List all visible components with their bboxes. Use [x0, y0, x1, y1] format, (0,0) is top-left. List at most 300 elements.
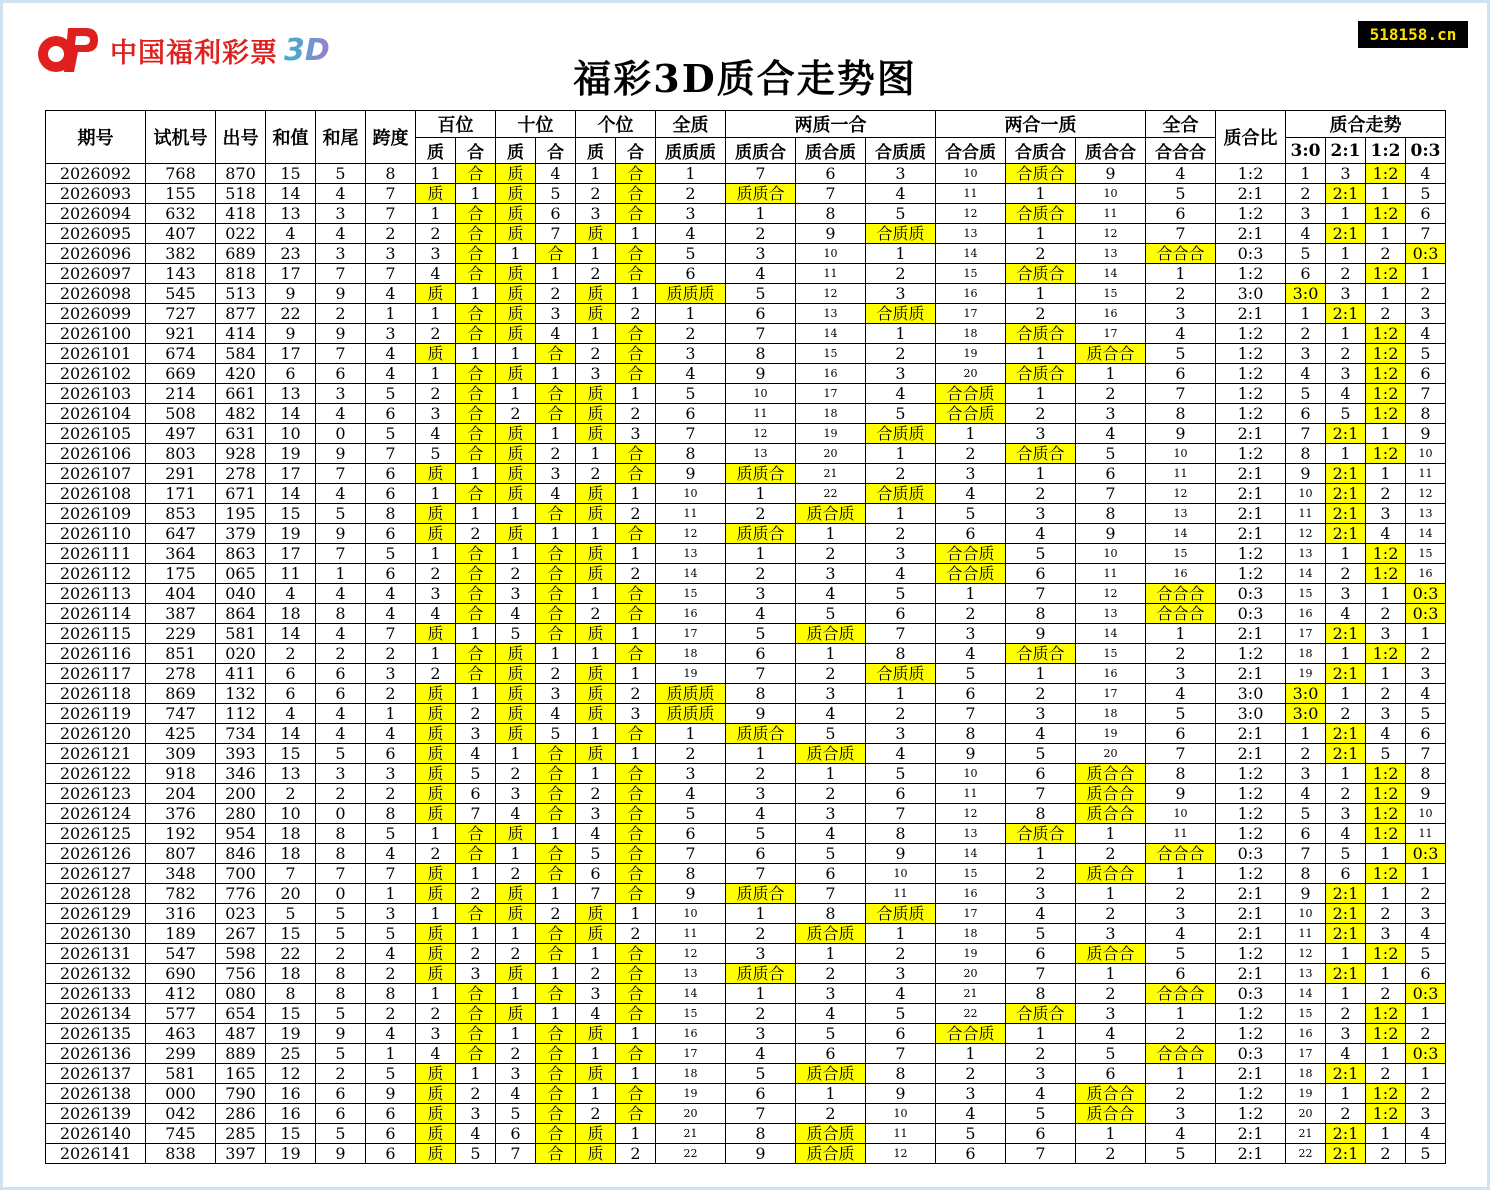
cell-cpp: 8 — [866, 824, 936, 844]
cell-ccc: 16 — [1146, 564, 1216, 584]
cell-tens-prime: 4 — [496, 604, 536, 624]
table-row — [46, 404, 1446, 424]
cell-units-prime: 质 — [576, 1124, 616, 1144]
cell-hundreds-prime: 质 — [416, 944, 456, 964]
cell-trend-3-0: 3 — [1286, 764, 1326, 784]
cell-trend-1-2: 2 — [1366, 1144, 1406, 1164]
cell-units-prime: 质 — [576, 544, 616, 564]
cell-ppp: 2 — [656, 744, 726, 764]
cell-pcc: 10 — [1076, 544, 1146, 564]
cell-hundreds-composite: 1 — [456, 684, 496, 704]
cell-test-number: 382 — [146, 244, 216, 264]
cell-sum: 19 — [266, 444, 316, 464]
cell-ccp: 5 — [936, 664, 1006, 684]
cell-period: 2026115 — [46, 624, 146, 644]
cell-ppp: 11 — [656, 504, 726, 524]
cell-units-prime: 5 — [576, 844, 616, 864]
cell-ratio: 1:2 — [1216, 404, 1286, 424]
cell-pcp: 6 — [796, 164, 866, 184]
cell-units-prime: 3 — [576, 804, 616, 824]
cell-ppp: 11 — [656, 924, 726, 944]
cell-ppc: 7 — [726, 864, 796, 884]
cell-trend-0-3: 4 — [1406, 1124, 1446, 1144]
cell-hundreds-composite: 合 — [456, 904, 496, 924]
cell-hundreds-prime: 1 — [416, 364, 456, 384]
cell-ccp: 5 — [936, 1124, 1006, 1144]
table-row — [46, 224, 1446, 244]
cell-ccc: 1 — [1146, 1004, 1216, 1024]
cell-ppp: 16 — [656, 604, 726, 624]
cell-cpp: 8 — [866, 644, 936, 664]
cell-trend-1-2: 1:2 — [1366, 864, 1406, 884]
table-row — [46, 484, 1446, 504]
cell-tens-prime: 2 — [496, 944, 536, 964]
cell-units-prime: 3 — [576, 984, 616, 1004]
cell-draw-number: 671 — [216, 484, 266, 504]
table-row — [46, 324, 1446, 344]
cell-trend-2-1: 3 — [1326, 584, 1366, 604]
cell-hundreds-composite: 合 — [456, 164, 496, 184]
cell-units-prime: 1 — [576, 764, 616, 784]
cell-draw-number: 954 — [216, 824, 266, 844]
cell-hundreds-composite: 1 — [456, 464, 496, 484]
cell-sum-tail: 6 — [316, 364, 366, 384]
cell-period: 2026133 — [46, 984, 146, 1004]
cell-tens-prime: 6 — [496, 1124, 536, 1144]
cell-draw-number: 022 — [216, 224, 266, 244]
cell-units-composite: 合 — [616, 644, 656, 664]
cell-units-prime: 质 — [576, 484, 616, 504]
cell-test-number: 463 — [146, 1024, 216, 1044]
cell-hundreds-prime: 4 — [416, 604, 456, 624]
cell-tens-composite: 1 — [536, 1004, 576, 1024]
cell-hundreds-composite: 合 — [456, 844, 496, 864]
cell-hundreds-composite: 7 — [456, 804, 496, 824]
cell-test-number: 851 — [146, 644, 216, 664]
cell-cpc: 4 — [1006, 904, 1076, 924]
cell-sum-tail: 9 — [316, 324, 366, 344]
cell-cpc: 4 — [1006, 1084, 1076, 1104]
cell-trend-2-1: 2 — [1326, 344, 1366, 364]
cell-trend-3-0: 1 — [1286, 304, 1326, 324]
cell-span: 4 — [366, 944, 416, 964]
cell-tens-prime: 质 — [496, 664, 536, 684]
cell-hundreds-prime: 质 — [416, 504, 456, 524]
cell-hundreds-prime: 1 — [416, 304, 456, 324]
cell-ppp: 8 — [656, 864, 726, 884]
sub-header: 合 — [616, 138, 656, 164]
cell-trend-3-0: 2 — [1286, 184, 1326, 204]
cell-hundreds-prime: 质 — [416, 744, 456, 764]
cell-trend-3-0: 1 — [1286, 724, 1326, 744]
cell-sum-tail: 3 — [316, 204, 366, 224]
cell-trend-0-3: 4 — [1406, 164, 1446, 184]
cell-ratio: 2:1 — [1216, 724, 1286, 744]
cell-trend-2-1: 2:1 — [1326, 304, 1366, 324]
cell-span: 1 — [366, 304, 416, 324]
cell-span: 8 — [366, 984, 416, 1004]
cell-ppc: 3 — [726, 584, 796, 604]
cell-sum: 15 — [266, 504, 316, 524]
cell-tens-composite: 合 — [536, 544, 576, 564]
cell-units-composite: 合 — [616, 844, 656, 864]
cell-period: 2026093 — [46, 184, 146, 204]
cell-ppp: 18 — [656, 644, 726, 664]
cell-pcp: 质合质 — [796, 924, 866, 944]
cell-draw-number: 581 — [216, 624, 266, 644]
cell-cpp: 4 — [866, 384, 936, 404]
cell-trend-0-3: 3 — [1406, 304, 1446, 324]
cell-tens-prime: 1 — [496, 1024, 536, 1044]
cell-period: 2026141 — [46, 1144, 146, 1164]
cell-ppp: 8 — [656, 444, 726, 464]
cell-units-composite: 1 — [616, 904, 656, 924]
cell-trend-2-1: 1 — [1326, 444, 1366, 464]
cell-ccc: 10 — [1146, 444, 1216, 464]
cell-tens-composite: 7 — [536, 224, 576, 244]
cell-period: 2026126 — [46, 844, 146, 864]
cell-draw-number: 846 — [216, 844, 266, 864]
cell-ppp: 16 — [656, 1024, 726, 1044]
cell-pcp: 10 — [796, 244, 866, 264]
cell-span: 7 — [366, 204, 416, 224]
cell-sum: 9 — [266, 324, 316, 344]
cell-ppp: 17 — [656, 624, 726, 644]
cell-sum: 13 — [266, 764, 316, 784]
cell-ratio: 2:1 — [1216, 1144, 1286, 1164]
cell-ccc: 1 — [1146, 864, 1216, 884]
cell-sum-tail: 2 — [316, 944, 366, 964]
cell-hundreds-composite: 合 — [456, 1044, 496, 1064]
cell-cpc: 合质合 — [1006, 204, 1076, 224]
cell-trend-0-3: 7 — [1406, 224, 1446, 244]
cell-tens-composite: 2 — [536, 444, 576, 464]
cell-period: 2026123 — [46, 784, 146, 804]
cell-ppp: 13 — [656, 964, 726, 984]
cell-period: 2026121 — [46, 744, 146, 764]
cell-ratio: 1:2 — [1216, 764, 1286, 784]
cell-tens-prime: 质 — [496, 264, 536, 284]
cell-units-composite: 合 — [616, 584, 656, 604]
cell-units-composite: 合 — [616, 964, 656, 984]
cell-ppp: 5 — [656, 244, 726, 264]
cell-cpp: 9 — [866, 844, 936, 864]
cell-trend-1-2: 1:2 — [1366, 404, 1406, 424]
cell-pcp: 质合质 — [796, 624, 866, 644]
cell-pcc: 16 — [1076, 304, 1146, 324]
cell-units-composite: 2 — [616, 684, 656, 704]
cell-tens-composite: 合 — [536, 924, 576, 944]
cell-pcp: 2 — [796, 664, 866, 684]
cell-sum: 18 — [266, 964, 316, 984]
cell-tens-prime: 1 — [496, 924, 536, 944]
cell-ratio: 0:3 — [1216, 584, 1286, 604]
cell-ppp: 5 — [656, 384, 726, 404]
cell-units-composite: 1 — [616, 1124, 656, 1144]
cell-sum: 17 — [266, 544, 316, 564]
cell-sum-tail: 4 — [316, 484, 366, 504]
cell-ccp: 14 — [936, 244, 1006, 264]
cell-pcp: 1 — [796, 644, 866, 664]
cell-trend-1-2: 1:2 — [1366, 804, 1406, 824]
cell-test-number: 508 — [146, 404, 216, 424]
cell-cpp: 7 — [866, 804, 936, 824]
cell-tens-prime: 质 — [496, 304, 536, 324]
cell-tens-prime: 质 — [496, 444, 536, 464]
cell-cpc: 合质合 — [1006, 824, 1076, 844]
cell-sum-tail: 4 — [316, 404, 366, 424]
cell-trend-2-1: 2:1 — [1326, 224, 1366, 244]
cell-cpc: 4 — [1006, 524, 1076, 544]
cell-sum: 10 — [266, 424, 316, 444]
cell-trend-3-0: 4 — [1286, 224, 1326, 244]
cell-cpp: 3 — [866, 964, 936, 984]
cell-draw-number: 040 — [216, 584, 266, 604]
cell-test-number: 745 — [146, 1124, 216, 1144]
cell-pcc: 15 — [1076, 644, 1146, 664]
cell-pcc: 质合合 — [1076, 1084, 1146, 1104]
cell-tens-composite: 1 — [536, 884, 576, 904]
cell-trend-2-1: 3 — [1326, 804, 1366, 824]
cell-ppc: 8 — [726, 1124, 796, 1144]
table-row — [46, 584, 1446, 604]
cell-ratio: 2:1 — [1216, 1124, 1286, 1144]
cell-trend-1-2: 1:2 — [1366, 644, 1406, 664]
cell-pcc: 质合合 — [1076, 804, 1146, 824]
cell-hundreds-prime: 质 — [416, 804, 456, 824]
cell-test-number: 803 — [146, 444, 216, 464]
cell-ppp: 质质质 — [656, 284, 726, 304]
cell-sum-tail: 3 — [316, 384, 366, 404]
cell-pcp: 14 — [796, 324, 866, 344]
table-row — [46, 444, 1446, 464]
cell-cpp: 3 — [866, 284, 936, 304]
cell-hundreds-prime: 2 — [416, 1004, 456, 1024]
cell-ccc: 3 — [1146, 304, 1216, 324]
cell-cpc: 1 — [1006, 844, 1076, 864]
cell-hundreds-prime: 1 — [416, 544, 456, 564]
cell-draw-number: 195 — [216, 504, 266, 524]
cell-sum-tail: 0 — [316, 424, 366, 444]
cell-pcc: 3 — [1076, 404, 1146, 424]
cell-hundreds-prime: 质 — [416, 864, 456, 884]
sub-header: 3:0 — [1286, 138, 1326, 164]
cell-units-prime: 3 — [576, 204, 616, 224]
cell-pcp: 19 — [796, 424, 866, 444]
cell-ccc: 7 — [1146, 744, 1216, 764]
cell-pcc: 3 — [1076, 1004, 1146, 1024]
cell-draw-number: 631 — [216, 424, 266, 444]
cell-units-prime: 质 — [576, 424, 616, 444]
cell-period: 2026111 — [46, 544, 146, 564]
cell-ppc: 7 — [726, 664, 796, 684]
cell-ccc: 4 — [1146, 684, 1216, 704]
cell-units-composite: 合 — [616, 604, 656, 624]
cell-trend-0-3: 3 — [1406, 904, 1446, 924]
cell-trend-2-1: 2 — [1326, 1104, 1366, 1124]
cell-hundreds-prime: 质 — [416, 884, 456, 904]
cell-ratio: 0:3 — [1216, 1044, 1286, 1064]
cell-pcc: 16 — [1076, 664, 1146, 684]
table-row — [46, 1144, 1446, 1164]
cell-tens-composite: 3 — [536, 464, 576, 484]
cell-test-number: 647 — [146, 524, 216, 544]
cell-trend-1-2: 1:2 — [1366, 1004, 1406, 1024]
cell-tens-composite: 2 — [536, 284, 576, 304]
cell-ppp: 4 — [656, 224, 726, 244]
cell-ppp: 21 — [656, 1124, 726, 1144]
cell-sum: 15 — [266, 1124, 316, 1144]
cell-sum-tail: 8 — [316, 984, 366, 1004]
cell-cpc: 5 — [1006, 744, 1076, 764]
cell-hundreds-composite: 2 — [456, 944, 496, 964]
cell-ppc: 1 — [726, 484, 796, 504]
cell-tens-prime: 5 — [496, 1104, 536, 1124]
cell-trend-0-3: 5 — [1406, 1144, 1446, 1164]
cell-cpp: 9 — [866, 1084, 936, 1104]
cell-trend-0-3: 6 — [1406, 364, 1446, 384]
cell-ppp: 5 — [656, 804, 726, 824]
cell-period: 2026135 — [46, 1024, 146, 1044]
cell-period: 2026098 — [46, 284, 146, 304]
cell-ccc: 4 — [1146, 1124, 1216, 1144]
cell-period: 2026100 — [46, 324, 146, 344]
cell-pcp: 7 — [796, 884, 866, 904]
cell-draw-number: 518 — [216, 184, 266, 204]
cell-tens-composite: 合 — [536, 744, 576, 764]
cell-tens-composite: 6 — [536, 204, 576, 224]
cell-tens-prime: 2 — [496, 864, 536, 884]
cell-trend-1-2: 1:2 — [1366, 364, 1406, 384]
cell-pcc: 1 — [1076, 824, 1146, 844]
cell-trend-0-3: 0:3 — [1406, 244, 1446, 264]
cell-trend-1-2: 1 — [1366, 184, 1406, 204]
cell-trend-2-1: 1 — [1326, 684, 1366, 704]
cell-hundreds-composite: 合 — [456, 1024, 496, 1044]
cell-trend-0-3: 0:3 — [1406, 1044, 1446, 1064]
cell-trend-2-1: 2:1 — [1326, 184, 1366, 204]
cell-ratio: 1:2 — [1216, 164, 1286, 184]
cell-test-number: 747 — [146, 704, 216, 724]
cell-cpc: 合质合 — [1006, 364, 1076, 384]
sub-header: 合合合 — [1146, 138, 1216, 164]
cell-trend-1-2: 2 — [1366, 304, 1406, 324]
cell-sum: 20 — [266, 884, 316, 904]
cell-ratio: 2:1 — [1216, 304, 1286, 324]
cell-trend-1-2: 1:2 — [1366, 384, 1406, 404]
cell-test-number: 404 — [146, 584, 216, 604]
cell-hundreds-composite: 合 — [456, 544, 496, 564]
cell-ccc: 2 — [1146, 1024, 1216, 1044]
cell-pcc: 8 — [1076, 504, 1146, 524]
cell-trend-3-0: 6 — [1286, 404, 1326, 424]
cell-ppc: 1 — [726, 904, 796, 924]
cell-ccc: 合合合 — [1146, 584, 1216, 604]
cell-draw-number: 756 — [216, 964, 266, 984]
cell-tens-prime: 质 — [496, 524, 536, 544]
cell-ccp: 13 — [936, 824, 1006, 844]
cell-trend-2-1: 5 — [1326, 404, 1366, 424]
cell-units-composite: 合 — [616, 1044, 656, 1064]
cell-trend-2-1: 3 — [1326, 1024, 1366, 1044]
cell-tens-composite: 1 — [536, 964, 576, 984]
cell-trend-1-2: 1 — [1366, 1044, 1406, 1064]
cell-cpc: 5 — [1006, 924, 1076, 944]
cell-trend-3-0: 6 — [1286, 264, 1326, 284]
cell-tens-composite: 合 — [536, 624, 576, 644]
cell-tens-prime: 质 — [496, 364, 536, 384]
cell-span: 5 — [366, 384, 416, 404]
cell-period: 2026106 — [46, 444, 146, 464]
cell-trend-1-2: 1 — [1366, 964, 1406, 984]
cell-tens-prime: 质 — [496, 424, 536, 444]
cell-ratio: 0:3 — [1216, 244, 1286, 264]
cell-tens-composite: 合 — [536, 1144, 576, 1164]
cell-ccp: 合合质 — [936, 1024, 1006, 1044]
cell-hundreds-prime: 质 — [416, 1064, 456, 1084]
cell-cpc: 1 — [1006, 664, 1076, 684]
cell-tens-prime: 质 — [496, 464, 536, 484]
cell-trend-2-1: 2:1 — [1326, 624, 1366, 644]
cell-tens-composite: 3 — [536, 304, 576, 324]
cell-trend-1-2: 1:2 — [1366, 544, 1406, 564]
cell-test-number: 204 — [146, 784, 216, 804]
cell-pcp: 3 — [796, 804, 866, 824]
cell-period: 2026132 — [46, 964, 146, 984]
table-row — [46, 504, 1446, 524]
cell-ppc: 7 — [726, 164, 796, 184]
cell-hundreds-composite: 2 — [456, 884, 496, 904]
cell-sum-tail: 8 — [316, 844, 366, 864]
cell-cpc: 2 — [1006, 244, 1076, 264]
cell-sum-tail: 7 — [316, 544, 366, 564]
site-badge[interactable]: 518158.cn — [1358, 21, 1468, 48]
cell-ccp: 2 — [936, 444, 1006, 464]
cell-sum-tail: 9 — [316, 1024, 366, 1044]
table-row — [46, 884, 1446, 904]
cell-trend-1-2: 1:2 — [1366, 824, 1406, 844]
cell-span: 7 — [366, 624, 416, 644]
cell-ppp: 2 — [656, 324, 726, 344]
cell-hundreds-composite: 合 — [456, 664, 496, 684]
cell-ppc: 3 — [726, 784, 796, 804]
cell-sum: 16 — [266, 1104, 316, 1124]
cell-tens-prime: 质 — [496, 704, 536, 724]
cell-units-prime: 质 — [576, 404, 616, 424]
cell-pcp: 11 — [796, 264, 866, 284]
cell-tens-composite: 合 — [536, 1044, 576, 1064]
cell-cpp: 3 — [866, 544, 936, 564]
cell-cpp: 5 — [866, 764, 936, 784]
cell-cpc: 3 — [1006, 884, 1076, 904]
cell-tens-composite: 合 — [536, 944, 576, 964]
cell-trend-2-1: 4 — [1326, 1044, 1366, 1064]
cell-cpc: 合质合 — [1006, 164, 1076, 184]
cell-pcp: 3 — [796, 684, 866, 704]
cell-cpc: 8 — [1006, 984, 1076, 1004]
cell-trend-1-2: 2 — [1366, 1064, 1406, 1084]
cell-tens-composite: 合 — [536, 604, 576, 624]
cell-tens-prime: 1 — [496, 984, 536, 1004]
cell-cpp: 3 — [866, 364, 936, 384]
cell-trend-0-3: 7 — [1406, 384, 1446, 404]
cell-ppc: 7 — [726, 324, 796, 344]
cell-ppc: 1 — [726, 744, 796, 764]
sub-header: 质 — [576, 138, 616, 164]
cell-draw-number: 661 — [216, 384, 266, 404]
table-row — [46, 904, 1446, 924]
cell-ccp: 4 — [936, 484, 1006, 504]
